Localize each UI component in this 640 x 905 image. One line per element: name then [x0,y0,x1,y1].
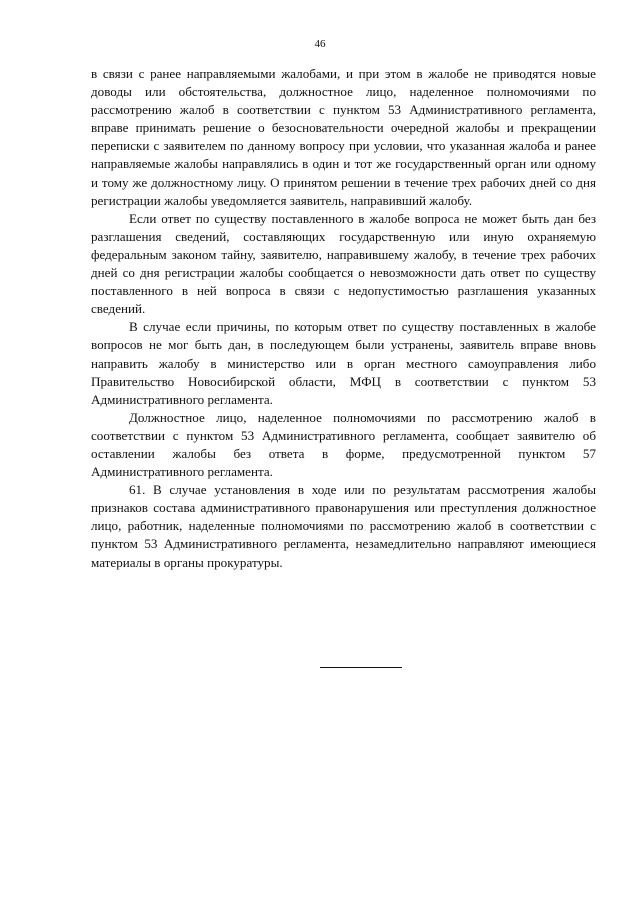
paragraph-continuation: в связи с ранее направляемыми жалобами, и при этом в жалобе не приводятся новые доводы или обстоятельства, должностное лицо, наделенное полномочиями по рассмотрению жалоб в соответствии с пунктом 53 Административного регламента, вправе принимать решение о безосновательности очередной жалобы и прекращении переписки с заявителем по данному вопросу при условии, что указанная жалоба и ранее направляемые жалобы направлялись в один и тот же государственный орган или одному и тому же должностному лицу. О принятом решении в течение трех рабочих дней со дня регистрации жалобы уведомляется заявитель, направивший жалобу. [91,66,596,208]
end-separator-line [320,667,402,668]
paragraph-state-secret: Если ответ по существу поставленного в жалобе вопроса не может быть дан без разглашения сведений, составляющих государственную или иную охраняемую федеральным законом тайну, заявителю, направившему жалобу, в течение трех рабочих дней со дня регистрации жалобы сообщается о невозможности дать ответ по существу поставленного в ней вопроса в связи с недопустимостью разглашения указанных сведений. [91,210,596,317]
document-body [91,65,596,572]
paragraph-no-answer-notice: Должностное лицо, наделенное полномочиями по рассмотрению жалоб в соответствии с пунктом 53 Административного регламента, сообщает заявителю об оставлении жалобы без ответа в форме, предусмотренной пунктом 57 Административного регламента. [91,409,596,480]
page-number: 46 [314,38,326,50]
paragraph-resubmission: В случае если причины, по которым ответ по существу поставленных в жалобе вопросов не мог быть дан, в последующем были устранены, заявитель вправе вновь направить жалобу в министерство или в орган местного самоуправления либо Правительство Новосибирской области, МФЦ в соответствии с пунктом 53 Административного регламента. [91,319,596,407]
paragraph-61-prosecution: 61. В случае установления в ходе или по результатам рассмотрения жалобы признаков состава административного правонарушения или преступления должностное лицо, работник, наделенные полномочиями по рассмотрению жалоб в соответствии с пунктом 53 Административного регламента, незамедлительно направляют имеющиеся материалы в органы прокуратуры. [91,482,596,570]
